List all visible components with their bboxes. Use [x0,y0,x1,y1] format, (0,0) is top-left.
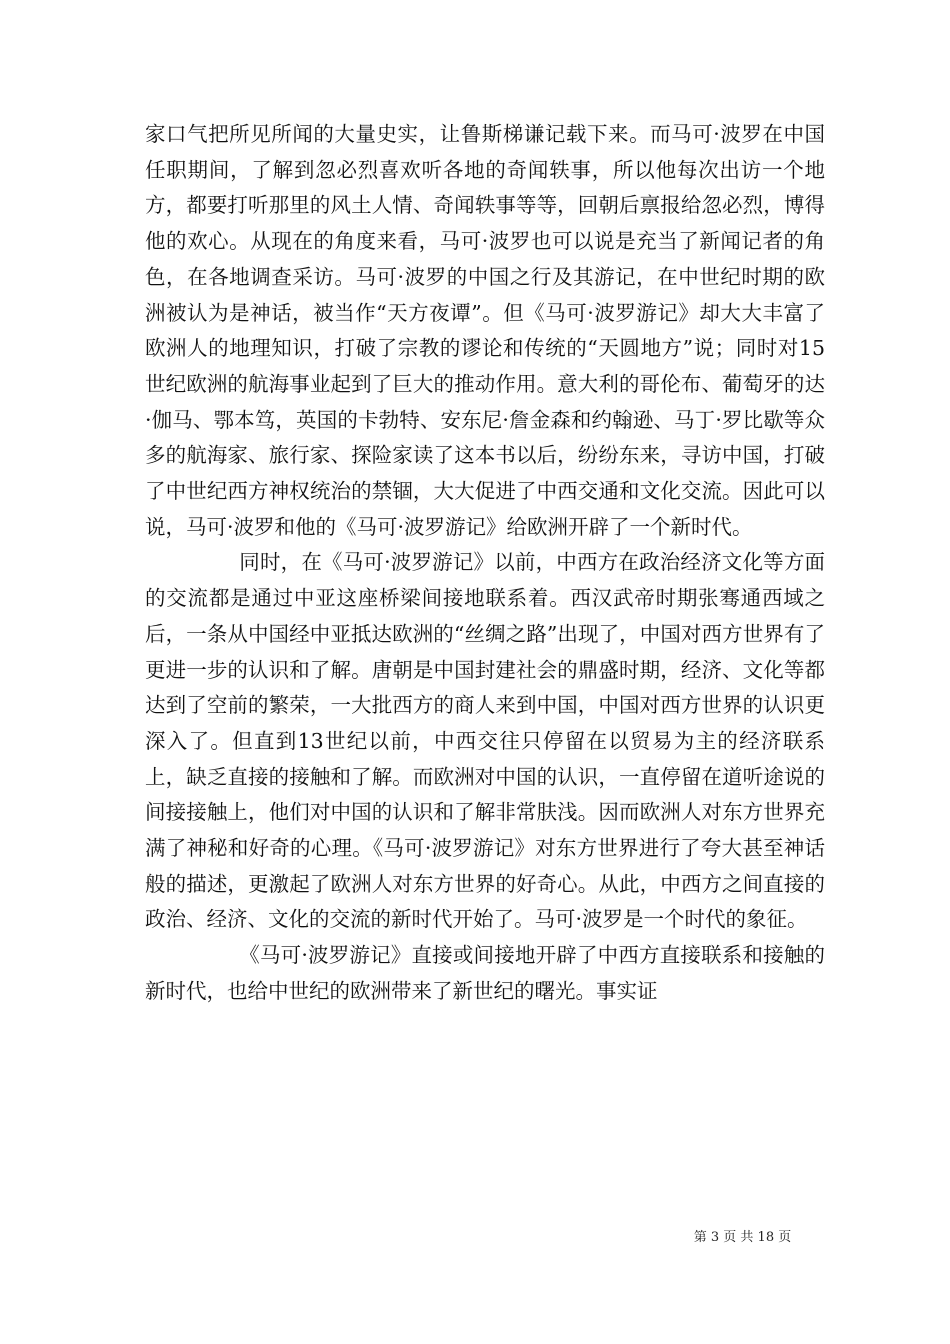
body-text [145,117,825,1010]
page-number: 第 3 页 共 18 页 [693,1230,792,1245]
paragraph-1: 家口气把所见所闻的大量史实，让鲁斯梯谦记载下来。而马可·波罗在中国任职期间，了解到忽必烈喜欢听各地的奇闻轶事，所以他每次出访一个地方，都要打听那里的风土人情、奇闻轶事等等，回朝后禀报给忽必烈，博得他的欢心。从现在的角度来看，马可·波罗也可以说是充当了新闻记者的角色，在各地调查采访。马可·波罗的中国之行及其游记，在中世纪时期的欧洲被认为是神话，被当作“天方夜谭”。但《马可·波罗游记》却大大丰富了欧洲人的地理知识，打破了宗教的谬论和传统的“天圆地方”说；同时对15世纪欧洲的航海事业起到了巨大的推动作用。意大利的哥伦布、葡萄牙的达·伽马、鄂本笃，英国的卡勃特、安东尼·詹金森和约翰逊、马丁·罗比歇等众多的航海家、旅行家、探险家读了这本书以后，纷纷东来，寻访中国，打破了中世纪西方神权统治的禁锢，大大促进了中西交通和文化交流。因此可以说，马可·波罗和他的《马可·波罗游记》给欧洲开辟了一个新时代。 [145,122,825,539]
paragraph-2: 同时，在《马可·波罗游记》以前，中西方在政治经济文化等方面的交流都是通过中亚这座桥梁间接地联系着。西汉武帝时期张骞通西域之后，一条从中国经中亚抵达欧洲的“丝绸之路”出现了，中国对西方世界有了更进一步的认识和了解。唐朝是中国封建社会的鼎盛时期，经济、文化等都达到了空前的繁荣，一大批西方的商人来到中国，中国对西方世界的认识更深入了。但直到13世纪以前，中西交往只停留在以贸易为主的经济联系上，缺乏直接的接触和了解。而欧洲对中国的认识，一直停留在道听途说的间接接触上，他们对中国的认识和了解非常肤浅。因而欧洲人对东方世界充满了神秘和好奇的心理。《马可·波罗游记》对东方世界进行了夸大甚至神话般的描述，更激起了欧洲人对东方世界的好奇心。从此，中西方之间直接的政治、经济、文化的交流的新时代开始了。马可·波罗是一个时代的象征。 [145,550,825,932]
paragraph-3: 《马可·波罗游记》直接或间接地开辟了中西方直接联系和接触的新时代，也给中世纪的欧洲带来了新世纪的曙光。事实证 [145,943,825,1003]
